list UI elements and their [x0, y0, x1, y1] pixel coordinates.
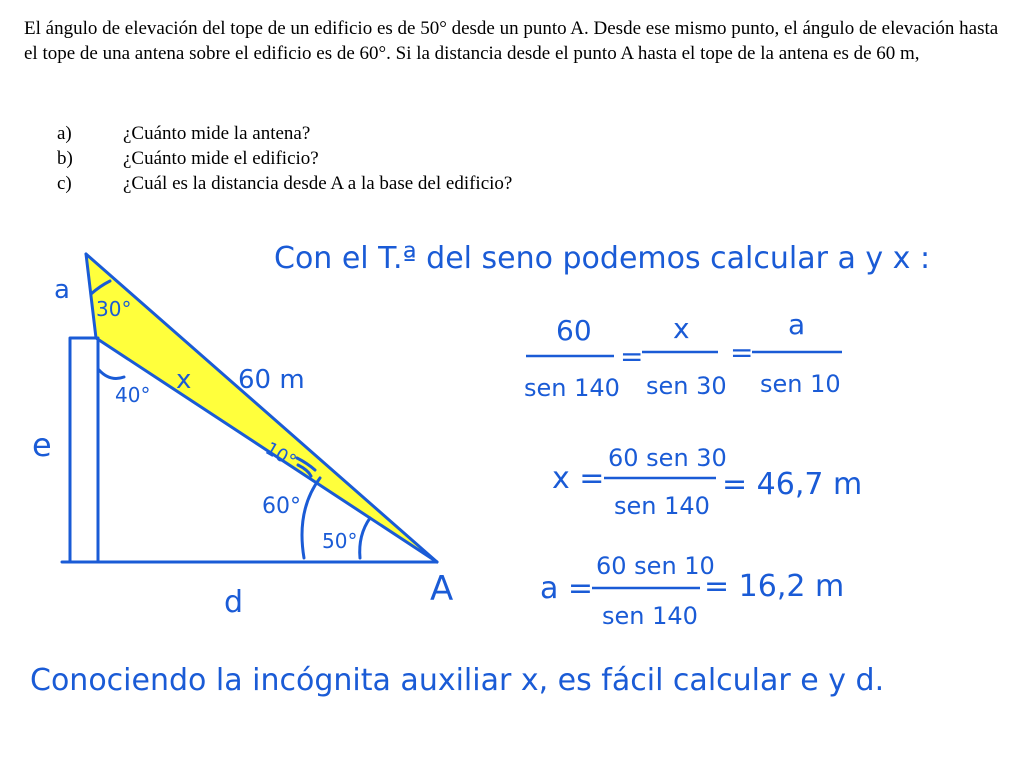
- label-x: x: [176, 365, 192, 395]
- label-a: a: [54, 275, 70, 305]
- label-A: A: [430, 569, 454, 609]
- equals-sign: =: [620, 340, 644, 373]
- label-40: 40°: [115, 383, 151, 407]
- label-30: 30°: [96, 297, 132, 321]
- x-denominator: sen 140: [614, 492, 710, 520]
- a-result: = 16,2 m: [704, 569, 845, 604]
- label-60: 60°: [262, 494, 301, 519]
- x-result: = 46,7 m: [722, 467, 863, 502]
- arc-50: [360, 518, 370, 558]
- label-10: 10°: [261, 438, 300, 473]
- ratio-den-sen30: sen 30: [646, 372, 727, 400]
- label-d: d: [224, 585, 244, 620]
- equals-sign: =: [730, 336, 754, 369]
- intro-note: Con el T.ª del seno podemos calcular a y x :: [274, 241, 931, 276]
- question-text: ¿Cuánto mide la antena?: [123, 123, 311, 144]
- a-lhs: a =: [540, 571, 594, 606]
- building: [70, 338, 98, 562]
- question-label: b): [57, 148, 73, 169]
- problem-statement: El ángulo de elevación del tope de un edificio es de 50° desde un punto A. Desde ese mismo punto, el ángulo de elevación hasta el tope de una antena sobre el edificio es de 60°. Si la distancia desde el punto A hasta el tope de la antena es de 60 m,: [24, 18, 999, 64]
- label-e: e: [32, 426, 52, 464]
- ratio-num-a: a: [788, 308, 806, 341]
- a-numerator: 60 sen 10: [596, 552, 715, 580]
- ratio-den-sen10: sen 10: [760, 370, 841, 398]
- x-lhs: x =: [552, 461, 605, 496]
- question-label: c): [57, 173, 72, 194]
- label-60m: 60 m: [238, 365, 305, 395]
- ratio-den-sen140: sen 140: [524, 374, 620, 402]
- ratio-num-60: 60: [556, 314, 592, 347]
- question-label: a): [57, 123, 72, 144]
- handwritten-notes: [30, 241, 930, 698]
- arc-60: [302, 478, 320, 558]
- conclusion-note: Conociendo la incógnita auxiliar x, es fácil calcular e y d.: [30, 663, 885, 698]
- label-50: 50°: [322, 529, 358, 553]
- question-text: ¿Cuál es la distancia desde A a la base del edificio?: [123, 173, 513, 194]
- ratio-num-x: x: [673, 312, 690, 345]
- x-numerator: 60 sen 30: [608, 444, 727, 472]
- a-denominator: sen 140: [602, 602, 698, 630]
- question-text: ¿Cuánto mide el edificio?: [123, 148, 319, 169]
- arc-40: [99, 370, 124, 378]
